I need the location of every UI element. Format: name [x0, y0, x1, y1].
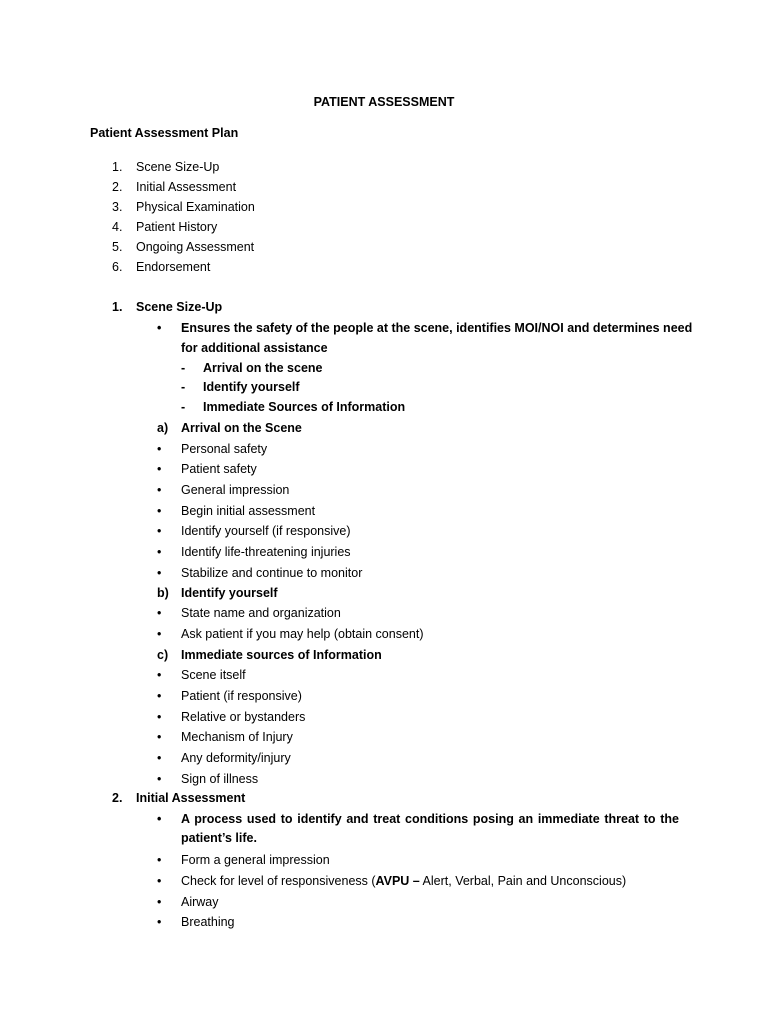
- list-item: 5. Ongoing Assessment: [112, 240, 255, 254]
- subsection-heading-identify: b) Identify yourself: [157, 586, 278, 600]
- list-item: • Check for level of responsiveness (AVPU – Alert, Verbal, Pain and Unconscious): [157, 874, 627, 888]
- list-item: • Begin initial assessment: [157, 504, 316, 518]
- list-item: - Immediate Sources of Information: [181, 400, 406, 414]
- list-item: • Stabilize and continue to monitor: [157, 566, 363, 580]
- list-item: • Relative or bystanders: [157, 710, 306, 724]
- list-item: • Any deformity/injury: [157, 751, 291, 765]
- list-item: • Sign of illness: [157, 772, 259, 786]
- list-item: • General impression: [157, 483, 290, 497]
- list-item: • State name and organization: [157, 606, 341, 620]
- plan-heading: Patient Assessment Plan: [90, 126, 239, 140]
- list-item: • Identify yourself (if responsive): [157, 524, 351, 538]
- page-title: PATIENT ASSESSMENT: [313, 95, 455, 109]
- list-item: 3. Physical Examination: [112, 200, 255, 214]
- section-heading-initial-assessment: 2. Initial Assessment: [112, 791, 246, 805]
- list-item: • Mechanism of Injury: [157, 730, 293, 744]
- list-item: • A process used to identify and treat conditions posing an immediate threat to the: [157, 812, 679, 826]
- list-item: • Personal safety: [157, 442, 268, 456]
- list-item: - Arrival on the scene: [181, 361, 323, 375]
- list-item: • Breathing: [157, 915, 235, 929]
- list-item-continuation: for additional assistance: [181, 341, 328, 355]
- list-item: • Scene itself: [157, 668, 246, 682]
- list-item: • Form a general impression: [157, 853, 330, 867]
- list-item: 2. Initial Assessment: [112, 180, 237, 194]
- subsection-heading-arrival: a) Arrival on the Scene: [157, 421, 302, 435]
- list-item: • Patient (if responsive): [157, 689, 302, 703]
- list-item: - Identify yourself: [181, 380, 300, 394]
- list-item: 1. Scene Size-Up: [112, 160, 220, 174]
- list-item-continuation: patient’s life.: [181, 831, 257, 845]
- list-item: • Ensures the safety of the people at the scene, identifies MOI/NOI and determines need: [157, 321, 693, 335]
- list-item: • Ask patient if you may help (obtain consent): [157, 627, 424, 641]
- subsection-heading-sources: c) Immediate sources of Information: [157, 648, 382, 662]
- list-item: 4. Patient History: [112, 220, 218, 234]
- list-item: • Identify life-threatening injuries: [157, 545, 351, 559]
- list-item: • Patient safety: [157, 462, 257, 476]
- list-item: 6. Endorsement: [112, 260, 211, 274]
- list-item: • Airway: [157, 895, 219, 909]
- section-heading-scene-size-up: 1. Scene Size-Up: [112, 300, 223, 314]
